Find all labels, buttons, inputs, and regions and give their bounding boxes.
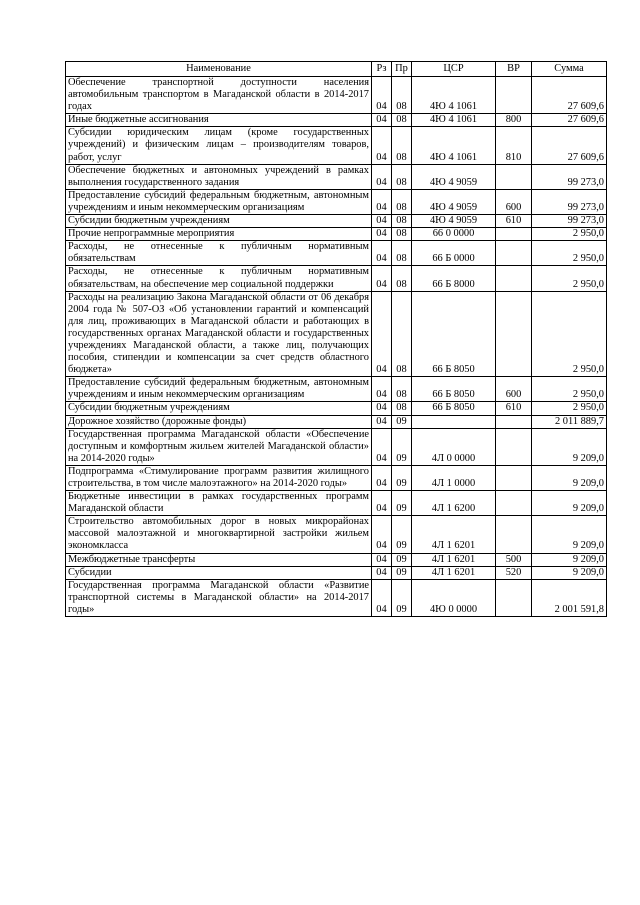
table-row <box>66 465 607 490</box>
cell-sum: 9 209,0 <box>532 465 607 490</box>
cell-vr: 610 <box>496 402 532 415</box>
table-row <box>66 491 607 516</box>
cell-sum: 9 209,0 <box>532 553 607 566</box>
cell-rz: 04 <box>372 215 392 228</box>
cell-name: Субсидии бюджетным учреждениям <box>66 215 372 228</box>
cell-name: Обеспечение бюджетных и автономных учреждений в рамках выполнения государственного задания <box>66 164 372 189</box>
cell-csr: 66 Б 8050 <box>412 377 496 402</box>
cell-pr: 09 <box>392 553 412 566</box>
table-row <box>66 553 607 566</box>
cell-pr: 09 <box>392 516 412 553</box>
cell-sum: 9 209,0 <box>532 516 607 553</box>
cell-csr: 66 Б 8050 <box>412 402 496 415</box>
cell-csr: 66 0 0000 <box>412 228 496 241</box>
cell-vr <box>496 579 532 616</box>
cell-sum: 27 609,6 <box>532 127 607 164</box>
cell-rz: 04 <box>372 465 392 490</box>
cell-pr: 08 <box>392 114 412 127</box>
cell-vr: 610 <box>496 215 532 228</box>
cell-vr: 600 <box>496 377 532 402</box>
cell-csr: 4Ю 4 1061 <box>412 127 496 164</box>
cell-vr <box>496 516 532 553</box>
table-row <box>66 114 607 127</box>
cell-csr: 4Ю 4 1061 <box>412 114 496 127</box>
cell-name: Дорожное хозяйство (дорожные фонды) <box>66 415 372 428</box>
budget-table <box>65 61 607 617</box>
cell-csr: 4Ю 4 1061 <box>412 77 496 114</box>
table-row <box>66 228 607 241</box>
cell-rz: 04 <box>372 566 392 579</box>
cell-vr: 600 <box>496 189 532 214</box>
table-body <box>66 77 607 617</box>
header-vr: ВР <box>496 62 532 77</box>
table-row <box>66 127 607 164</box>
cell-csr: 4Ю 4 9059 <box>412 164 496 189</box>
table-row <box>66 428 607 465</box>
header-sum: Сумма <box>532 62 607 77</box>
cell-sum: 2 011 889,7 <box>532 415 607 428</box>
cell-rz: 04 <box>372 428 392 465</box>
cell-name: Иные бюджетные ассигнования <box>66 114 372 127</box>
cell-pr: 08 <box>392 241 412 266</box>
cell-csr: 4Ю 0 0000 <box>412 579 496 616</box>
cell-rz: 04 <box>372 291 392 377</box>
cell-vr <box>496 228 532 241</box>
cell-name: Государственная программа Магаданской области «Обеспечение доступным и комфортным жильем жителей Магаданской области» на 2014-2020 годы» <box>66 428 372 465</box>
cell-name: Расходы, не отнесенные к публичным нормативным обязательствам, на обеспечение мер социальной поддержки <box>66 266 372 291</box>
cell-vr <box>496 465 532 490</box>
table-row <box>66 164 607 189</box>
cell-csr: 4Ю 4 9059 <box>412 189 496 214</box>
cell-name: Субсидии <box>66 566 372 579</box>
cell-sum: 2 001 591,8 <box>532 579 607 616</box>
header-pr: Пр <box>392 62 412 77</box>
cell-vr <box>496 291 532 377</box>
table-row <box>66 77 607 114</box>
cell-sum: 2 950,0 <box>532 241 607 266</box>
table-row <box>66 189 607 214</box>
cell-csr: 4Л 1 6201 <box>412 566 496 579</box>
cell-csr: 4Ю 4 9059 <box>412 215 496 228</box>
cell-name: Субсидии бюджетным учреждениям <box>66 402 372 415</box>
cell-rz: 04 <box>372 266 392 291</box>
cell-rz: 04 <box>372 516 392 553</box>
table-header-row <box>66 62 607 77</box>
cell-name: Государственная программа Магаданской области «Развитие транспортной системы в Магаданской области» на 2014-2017 годы» <box>66 579 372 616</box>
cell-pr: 09 <box>392 566 412 579</box>
cell-vr <box>496 266 532 291</box>
table-row <box>66 291 607 377</box>
cell-name: Субсидии юридическим лицам (кроме государственных учреждений) и физическим лицам – производителям товаров, работ, услуг <box>66 127 372 164</box>
cell-sum: 27 609,6 <box>532 114 607 127</box>
header-rz: Рз <box>372 62 392 77</box>
cell-rz: 04 <box>372 402 392 415</box>
cell-csr: 4Л 0 0000 <box>412 428 496 465</box>
cell-sum: 2 950,0 <box>532 402 607 415</box>
cell-vr: 800 <box>496 114 532 127</box>
cell-rz: 04 <box>372 491 392 516</box>
cell-csr: 4Л 1 6200 <box>412 491 496 516</box>
cell-name: Расходы, не отнесенные к публичным нормативным обязательствам <box>66 241 372 266</box>
cell-vr: 810 <box>496 127 532 164</box>
cell-pr: 08 <box>392 215 412 228</box>
header-name: Наименование <box>66 62 372 77</box>
cell-csr: 4Л 1 6201 <box>412 553 496 566</box>
cell-name: Межбюджетные трансферты <box>66 553 372 566</box>
cell-name: Строительство автомобильных дорог в новых микрорайонах массовой малоэтажной и многоквартирной застройки жильем экономкласса <box>66 516 372 553</box>
cell-sum: 99 273,0 <box>532 164 607 189</box>
cell-pr: 09 <box>392 491 412 516</box>
cell-vr: 500 <box>496 553 532 566</box>
table-row <box>66 579 607 616</box>
cell-vr <box>496 491 532 516</box>
cell-sum: 99 273,0 <box>532 189 607 214</box>
header-csr: ЦСР <box>412 62 496 77</box>
cell-name: Предоставление субсидий федеральным бюджетным, автономным учреждениям и иным некоммерческим организациям <box>66 189 372 214</box>
cell-rz: 04 <box>372 127 392 164</box>
cell-rz: 04 <box>372 228 392 241</box>
cell-rz: 04 <box>372 114 392 127</box>
cell-pr: 08 <box>392 228 412 241</box>
cell-csr: 66 Б 8000 <box>412 266 496 291</box>
table-row <box>66 415 607 428</box>
cell-sum: 2 950,0 <box>532 291 607 377</box>
cell-pr: 08 <box>392 127 412 164</box>
cell-rz: 04 <box>372 164 392 189</box>
table-row <box>66 516 607 553</box>
cell-sum: 2 950,0 <box>532 228 607 241</box>
cell-pr: 08 <box>392 189 412 214</box>
cell-csr <box>412 415 496 428</box>
cell-pr: 08 <box>392 164 412 189</box>
cell-name: Бюджетные инвестиции в рамках государственных программ Магаданской области <box>66 491 372 516</box>
cell-pr: 08 <box>392 77 412 114</box>
cell-pr: 09 <box>392 415 412 428</box>
cell-pr: 08 <box>392 266 412 291</box>
cell-sum: 27 609,6 <box>532 77 607 114</box>
cell-name: Предоставление субсидий федеральным бюджетным, автономным учреждениям и иным некоммерческим организациям <box>66 377 372 402</box>
cell-pr: 08 <box>392 402 412 415</box>
cell-rz: 04 <box>372 377 392 402</box>
cell-sum: 9 209,0 <box>532 428 607 465</box>
cell-csr: 4Л 1 6201 <box>412 516 496 553</box>
cell-csr: 66 Б 0000 <box>412 241 496 266</box>
cell-pr: 08 <box>392 291 412 377</box>
cell-rz: 04 <box>372 241 392 266</box>
cell-sum: 9 209,0 <box>532 566 607 579</box>
cell-rz: 04 <box>372 189 392 214</box>
cell-pr: 09 <box>392 579 412 616</box>
cell-csr: 4Л 1 0000 <box>412 465 496 490</box>
table-row <box>66 566 607 579</box>
table-row <box>66 215 607 228</box>
cell-rz: 04 <box>372 77 392 114</box>
cell-vr: 520 <box>496 566 532 579</box>
cell-vr <box>496 428 532 465</box>
cell-sum: 9 209,0 <box>532 491 607 516</box>
cell-vr <box>496 241 532 266</box>
cell-pr: 09 <box>392 465 412 490</box>
cell-name: Расходы на реализацию Закона Магаданской области от 06 декабря 2004 года № 507-ОЗ «Об установлении гарантий и компенсаций для лиц, проживающих в Магаданской области и работающих в государственных органах Магаданской области и государственных учреждениях Магаданской области, а также лиц, получающих пособия, стипендии и компенсации за счет средств областного бюджета» <box>66 291 372 377</box>
cell-vr <box>496 164 532 189</box>
cell-rz: 04 <box>372 579 392 616</box>
cell-pr: 08 <box>392 377 412 402</box>
cell-csr: 66 Б 8050 <box>412 291 496 377</box>
cell-vr <box>496 77 532 114</box>
cell-pr: 09 <box>392 428 412 465</box>
table-row <box>66 402 607 415</box>
table-row <box>66 377 607 402</box>
table-row <box>66 266 607 291</box>
cell-rz: 04 <box>372 415 392 428</box>
cell-vr <box>496 415 532 428</box>
cell-name: Прочие непрограммные мероприятия <box>66 228 372 241</box>
table-row <box>66 241 607 266</box>
cell-sum: 2 950,0 <box>532 266 607 291</box>
cell-sum: 2 950,0 <box>532 377 607 402</box>
cell-name: Подпрограмма «Стимулирование программ развития жилищного строительства, в том числе малоэтажного» на 2014-2020 годы» <box>66 465 372 490</box>
cell-name: Обеспечение транспортной доступности населения автомобильным транспортом в Магаданской области в 2014-2017 годах <box>66 77 372 114</box>
cell-sum: 99 273,0 <box>532 215 607 228</box>
cell-rz: 04 <box>372 553 392 566</box>
